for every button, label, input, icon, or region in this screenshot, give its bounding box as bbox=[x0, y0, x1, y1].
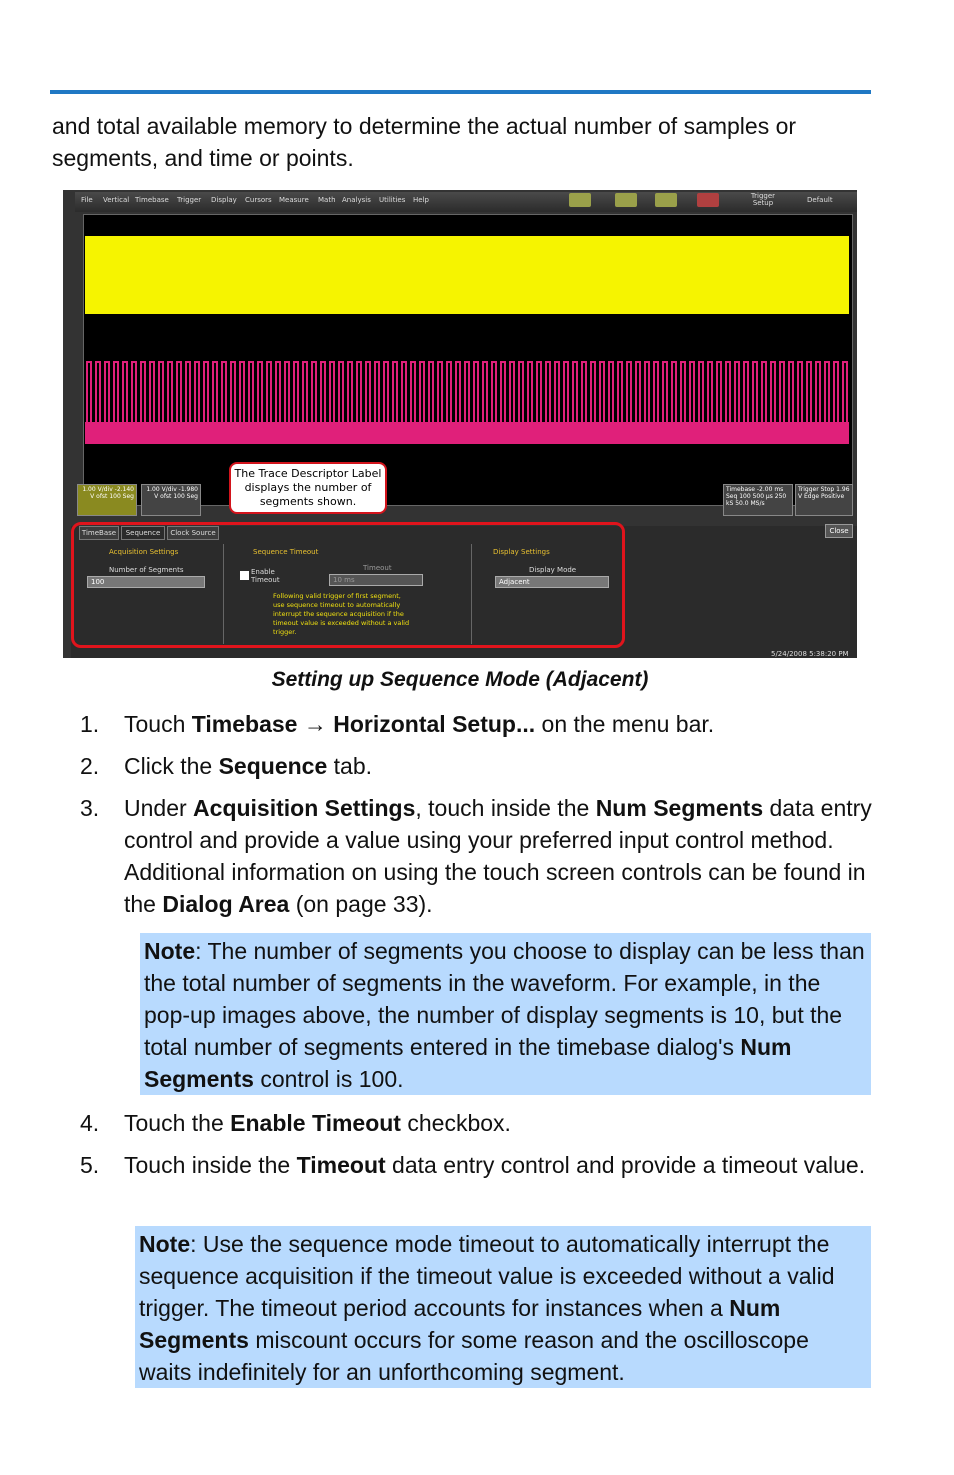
num-segments-label: Number of Segments bbox=[109, 566, 184, 574]
enable-timeout-label: Enable Timeout bbox=[251, 568, 280, 584]
default-label: Default bbox=[807, 196, 833, 204]
note-timeout: Note: Use the sequence mode timeout to automatically interrupt the sequence acquisition if the timeout value is exceeded without a valid trigger. The timeout period accounts for instances when a Num Segments miscount occurs for some reason and the oscilloscope waits indefinitely for an unforthcoming segment. bbox=[135, 1226, 871, 1388]
lead-paragraph: and total available memory to determine the actual number of samples or segments, and time or points. bbox=[52, 113, 797, 171]
c1-descriptor: 1.00 V/div -2.140 V ofst 100 Seg bbox=[77, 484, 137, 516]
steps-list-a bbox=[52, 708, 884, 920]
timebase-descriptor: Timebase -2.00 ms Seq 100 500 µs 250 kS 50.0 MS/s bbox=[723, 484, 793, 516]
toolbar-icon bbox=[655, 193, 677, 207]
menu-analysis: Analysis bbox=[342, 196, 371, 204]
display-mode-field: Adjacent bbox=[495, 576, 609, 588]
menu-cursors: Cursors bbox=[245, 196, 272, 204]
step-4: 4. Touch the Enable Timeout checkbox. bbox=[80, 1110, 511, 1136]
c2-descriptor: 1.00 V/div -1.980 V ofst 100 Seg bbox=[141, 484, 201, 516]
oscilloscope-screenshot bbox=[63, 190, 857, 658]
step-5: 5. Touch inside the Timeout data entry control and provide a timeout value. bbox=[80, 1152, 866, 1178]
timeout-help-text: Following valid trigger of first segment, use sequence timeout to automatically interrupt the sequence acquisition if the timeout value is exceeded without a valid trigger. bbox=[273, 592, 410, 636]
menu-trigger: Trigger bbox=[177, 196, 202, 204]
toolbar-icon bbox=[697, 193, 719, 207]
timeout-label: Timeout bbox=[363, 564, 392, 572]
menu-vertical: Vertical bbox=[103, 196, 130, 204]
highlight-box bbox=[71, 522, 625, 648]
figure-caption: Setting up Sequence Mode (Adjacent) bbox=[271, 668, 649, 691]
step-2: 2. Click the Sequence tab. bbox=[80, 753, 373, 779]
c1-trace bbox=[85, 236, 849, 314]
timeout-field: 10 ms bbox=[329, 574, 423, 586]
toolbar-icon bbox=[615, 193, 637, 207]
seq-timeout-heading: Sequence Timeout bbox=[253, 548, 319, 556]
tab-clock-source: Clock Source bbox=[167, 526, 219, 540]
menu-math: Math bbox=[318, 196, 336, 204]
menu-measure: Measure bbox=[279, 196, 309, 204]
display-settings-heading: Display Settings bbox=[493, 548, 550, 556]
step-3: 3. Under Acquisition Settings, touch inside the Num Segments data entry control and provide a value using your preferred input control method. Additional information on using the touch screen controls can be found in the Dialog Area (on page 33). bbox=[80, 795, 872, 917]
tab-timebase: TimeBase bbox=[79, 526, 119, 540]
datetime-label: 5/24/2008 5:38:20 PM bbox=[771, 650, 849, 658]
callout-trace-descriptor: The Trace Descriptor Label displays the number of segments shown. bbox=[229, 462, 387, 514]
header-rule bbox=[50, 90, 871, 94]
menu-display: Display bbox=[211, 196, 237, 204]
toolbar-icon bbox=[569, 193, 591, 207]
acq-settings-heading: Acquisition Settings bbox=[109, 548, 179, 556]
display-mode-label: Display Mode bbox=[529, 566, 577, 574]
c2-baseline bbox=[85, 422, 849, 444]
note-display-segments: Note: The number of segments you choose to display can be less than the total number of segments in the waveform. For example, in the pop-up images above, the number of display segments is 10, but the total number of segments entered in the timebase dialog's Num Segments control is 100. bbox=[140, 933, 871, 1095]
steps-list-b bbox=[52, 1107, 884, 1181]
close-button: Close bbox=[825, 524, 853, 538]
menu-timebase: Timebase bbox=[135, 196, 169, 204]
step-1: 1. Touch Timebase → Horizontal Setup... on the menu bar. bbox=[80, 711, 715, 737]
menu-help: Help bbox=[413, 196, 429, 204]
menu-file: File bbox=[81, 196, 93, 204]
trigger-setup-label: Trigger Setup bbox=[750, 192, 776, 207]
trigger-descriptor: Trigger Stop 1.96 V Edge Positive bbox=[795, 484, 853, 516]
tab-sequence: Sequence bbox=[121, 526, 165, 540]
num-segments-field: 100 bbox=[87, 576, 205, 588]
menu-utilities: Utilities bbox=[379, 196, 406, 204]
